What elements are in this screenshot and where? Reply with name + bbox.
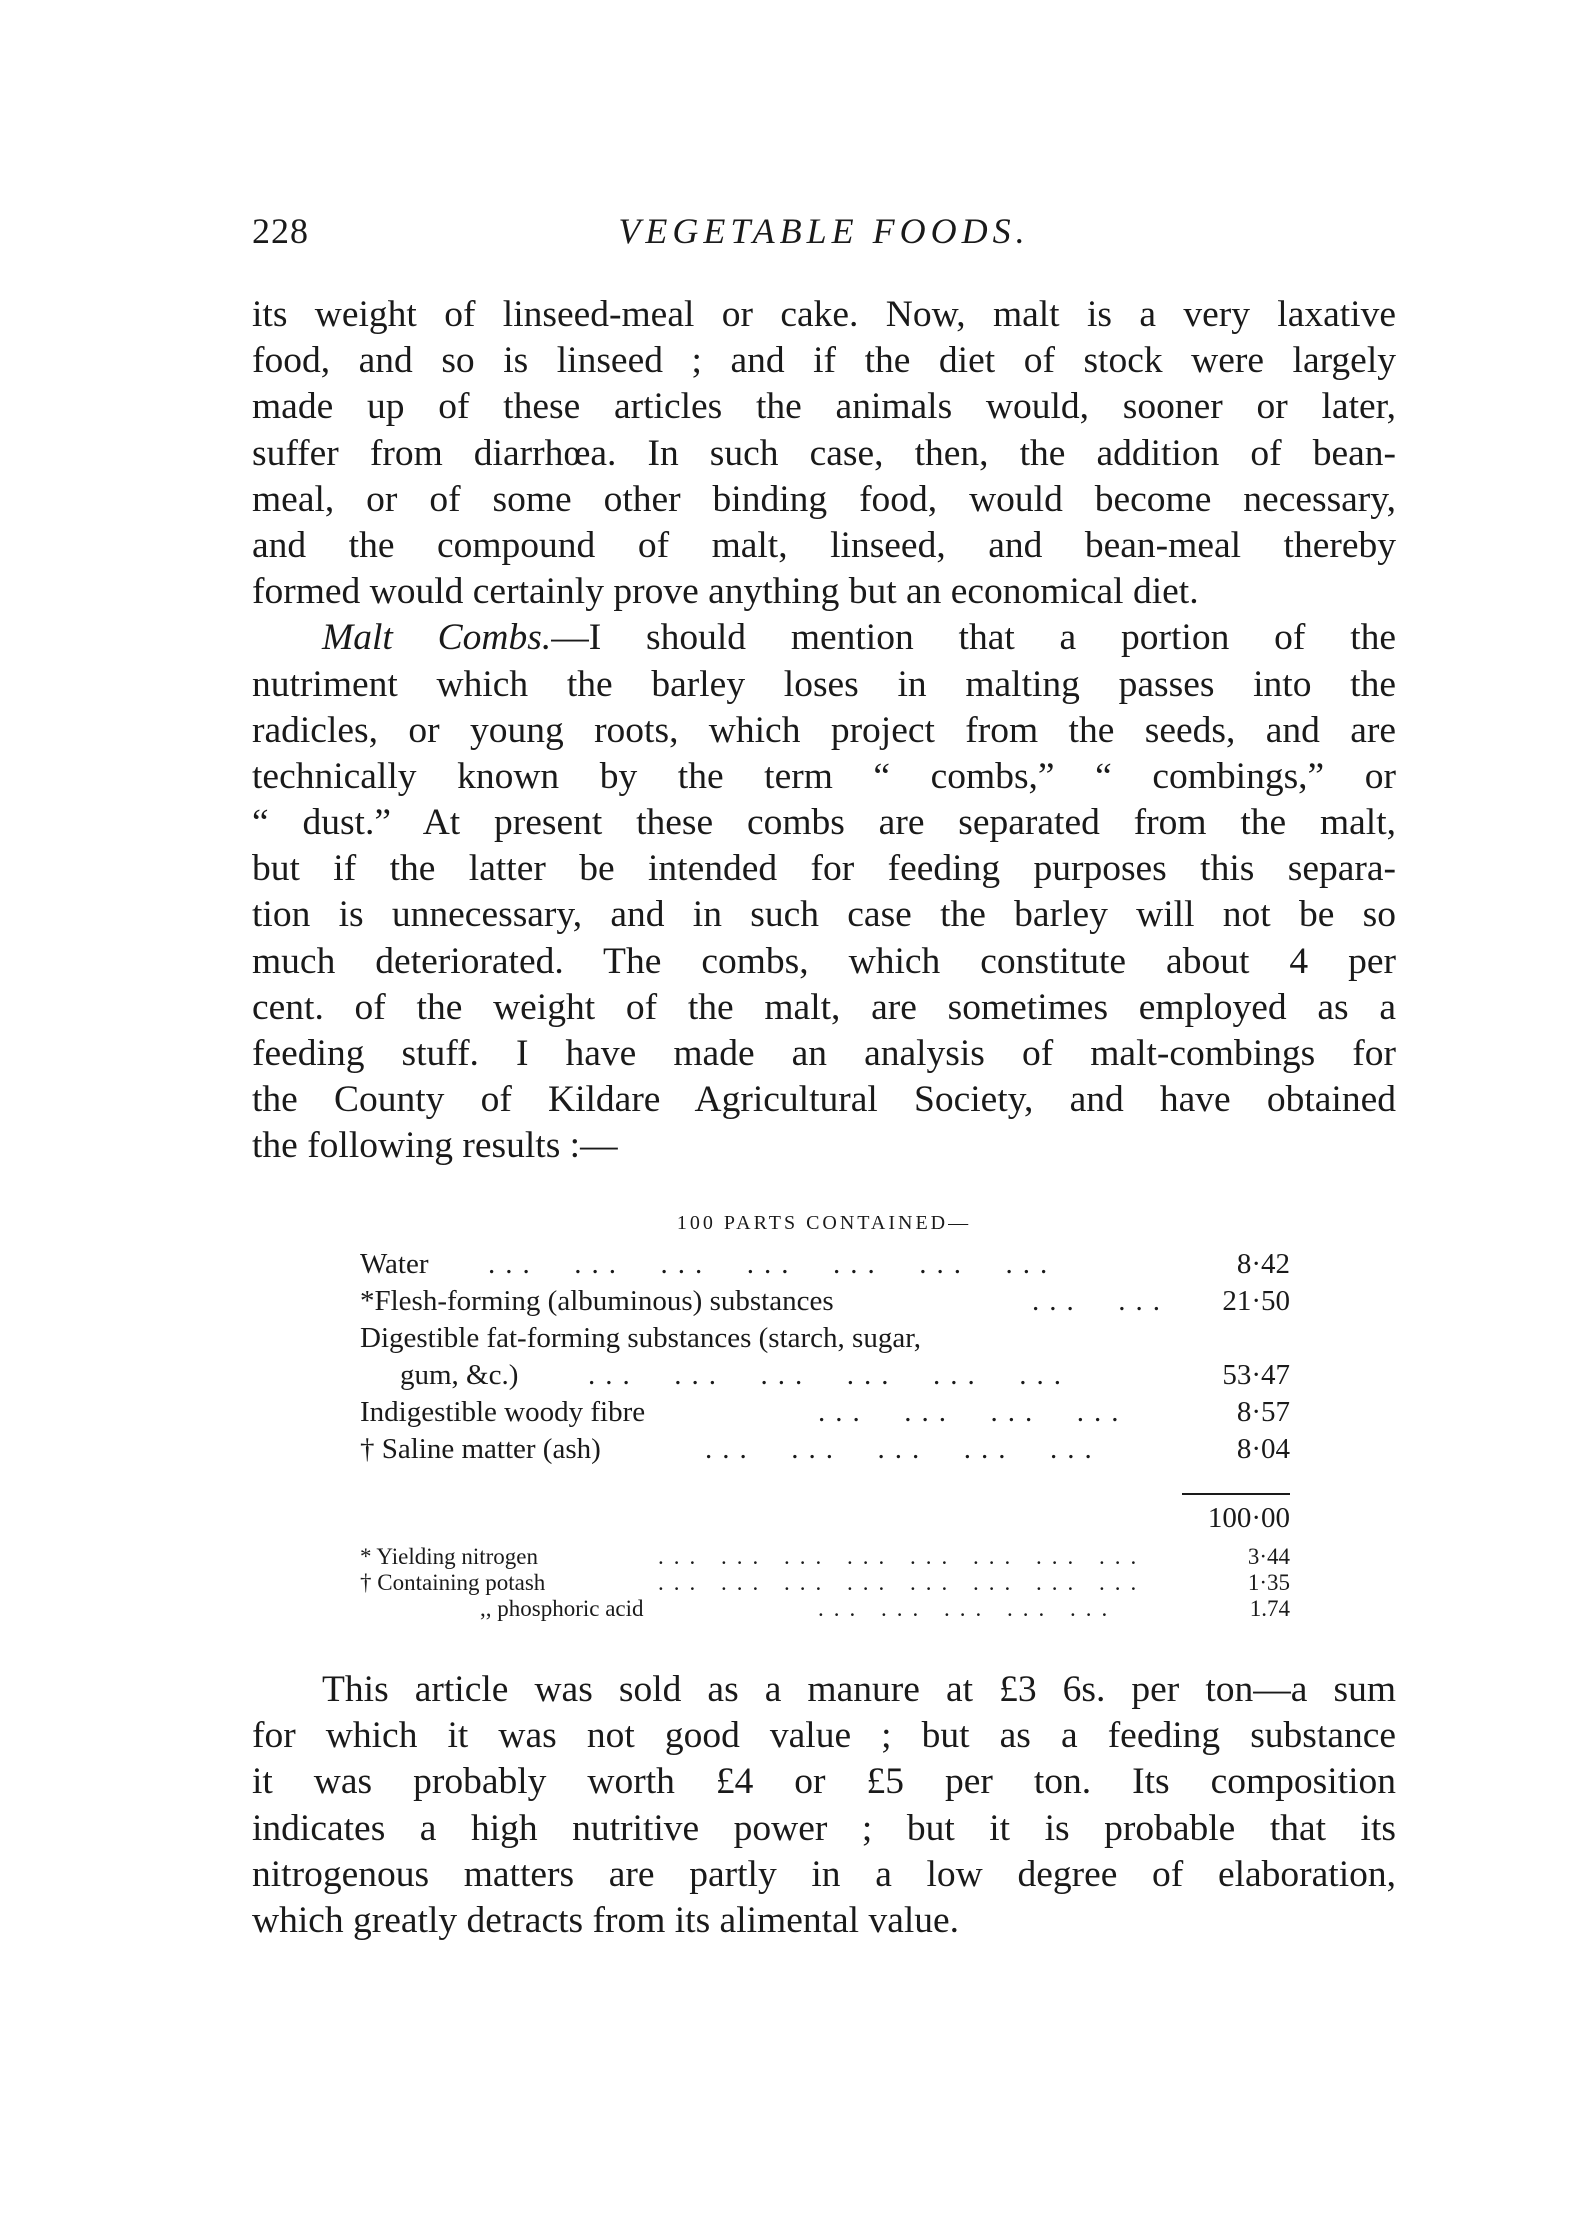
- text-line: This article was sold as a manure at £3 6s. per ton—a sum: [322, 1669, 1396, 1710]
- text-line: the following results :—: [252, 1125, 618, 1167]
- row-value: 21·50: [1222, 1285, 1290, 1317]
- text-line: feeding stuff. I have made an analysis of malt-combings for: [252, 1033, 1396, 1074]
- table-row: [360, 1283, 1290, 1320]
- dot-leader: ... ... ... ... ...: [705, 1433, 1102, 1465]
- dot-leader: ... ... ... ... ... ... ... ...: [658, 1570, 1147, 1595]
- table-caption: 100 PARTS CONTAINED—: [676, 1212, 972, 1234]
- page-number: 228: [252, 211, 309, 251]
- body-text-section: [252, 1667, 1396, 1944]
- text-line: much deteriorated. The combs, which constitute about 4 per: [252, 940, 1396, 982]
- footnote-label: * Yielding nitrogen: [360, 1544, 539, 1569]
- total-rule: [1182, 1493, 1290, 1495]
- footnote-label: † Containing potash: [360, 1570, 546, 1595]
- dot-leader: ... ... ... ... ... ... ... ...: [658, 1544, 1147, 1569]
- row-value: 8·04: [1236, 1433, 1290, 1465]
- row-label: Water: [360, 1248, 429, 1280]
- page-header: [252, 210, 1396, 260]
- table-row: [360, 1246, 1290, 1283]
- text-line: tion is unnecessary, and in such case the barley will not be so: [252, 894, 1396, 936]
- text-line: and the compound of malt, linseed, and bean-meal thereby: [252, 524, 1396, 566]
- table-row: [360, 1357, 1290, 1394]
- text-line: “ dust.” At present these combs are separated from the malt,: [252, 802, 1396, 844]
- footnote-value: 1.74: [1249, 1596, 1290, 1621]
- text-line: meal, or of some other binding food, would become necessary,: [252, 478, 1396, 520]
- lead-line-rest: —I should mention that a portion of the: [551, 617, 1397, 659]
- row-label: gum, &c.): [400, 1359, 519, 1391]
- text-line: its weight of linseed-meal or cake. Now, malt is a very laxative: [252, 294, 1396, 335]
- text-line: nitrogenous matters are partly in a low degree of elaboration,: [252, 1853, 1396, 1895]
- text-line: made up of these articles the animals would, sooner or later,: [252, 386, 1396, 428]
- text-line: but if the latter be intended for feeding purposes this separa-: [252, 848, 1396, 890]
- running-title: VEGETABLE FOODS.: [618, 211, 1030, 251]
- row-value: 8·42: [1236, 1248, 1290, 1280]
- paragraph-lead-line: [252, 615, 1396, 661]
- text-line: cent. of the weight of the malt, are sometimes employed as a: [252, 986, 1396, 1028]
- row-value: 8·57: [1236, 1396, 1290, 1428]
- text-line: food, and so is linseed ; and if the diet of stock were largely: [252, 340, 1396, 382]
- table-row: [360, 1431, 1290, 1468]
- row-label: † Saline matter (ash): [360, 1433, 601, 1465]
- dot-leader: ... ... ... ... ... ...: [588, 1359, 1071, 1391]
- section-heading-italic: Malt Combs.: [322, 617, 552, 659]
- row-value: 53·47: [1222, 1359, 1290, 1391]
- footnote-row: [360, 1544, 1290, 1570]
- row-label: Digestible fat-forming substances (starch, sugar,: [360, 1322, 921, 1354]
- dot-leader: ... ...: [1032, 1285, 1170, 1317]
- text-line: formed would certainly prove anything but an economical diet.: [252, 571, 1199, 613]
- text-line: technically known by the term “ combs,” “ combings,” or: [252, 755, 1396, 797]
- table-footnotes: [360, 1544, 1290, 1622]
- table-row: [360, 1320, 1290, 1357]
- row-label: Indigestible woody fibre: [360, 1396, 646, 1428]
- text-line: it was probably worth £4 or £5 per ton. Its composition: [252, 1761, 1396, 1803]
- footnote-value: 3·44: [1247, 1544, 1290, 1569]
- text-line: which greatly detracts from its alimental value.: [252, 1899, 960, 1941]
- text-line: radicles, or young roots, which project from the seeds, and are: [252, 709, 1396, 751]
- footnote-value: 1·35: [1247, 1570, 1290, 1595]
- row-label: *Flesh-forming (albuminous) substances: [360, 1285, 834, 1317]
- text-line: suffer from diarrhœa. In such case, then, the addition of bean-: [252, 432, 1396, 474]
- text-line: indicates a high nutritive power ; but it is probable that its: [252, 1807, 1396, 1849]
- text-line: nutriment which the barley loses in malting passes into the: [252, 663, 1396, 705]
- analysis-table: [360, 1246, 1290, 1468]
- text-line: the County of Kildare Agricultural Society, and have obtained: [252, 1079, 1396, 1121]
- footnote-row: [360, 1570, 1290, 1596]
- dot-leader: ... ... ... ...: [818, 1396, 1129, 1428]
- dot-leader: ... ... ... ... ... ... ...: [488, 1248, 1058, 1280]
- footnote-row: [360, 1596, 1290, 1622]
- dot-leader: ... ... ... ... ...: [818, 1596, 1118, 1621]
- text-line: for which it was not good value ; but as a feeding substance: [252, 1715, 1396, 1757]
- body-text-section: [252, 292, 1396, 1170]
- table-total: 100·00: [1207, 1502, 1290, 1534]
- table-row: [360, 1394, 1290, 1431]
- footnote-label: ,, phosphoric acid: [480, 1596, 644, 1621]
